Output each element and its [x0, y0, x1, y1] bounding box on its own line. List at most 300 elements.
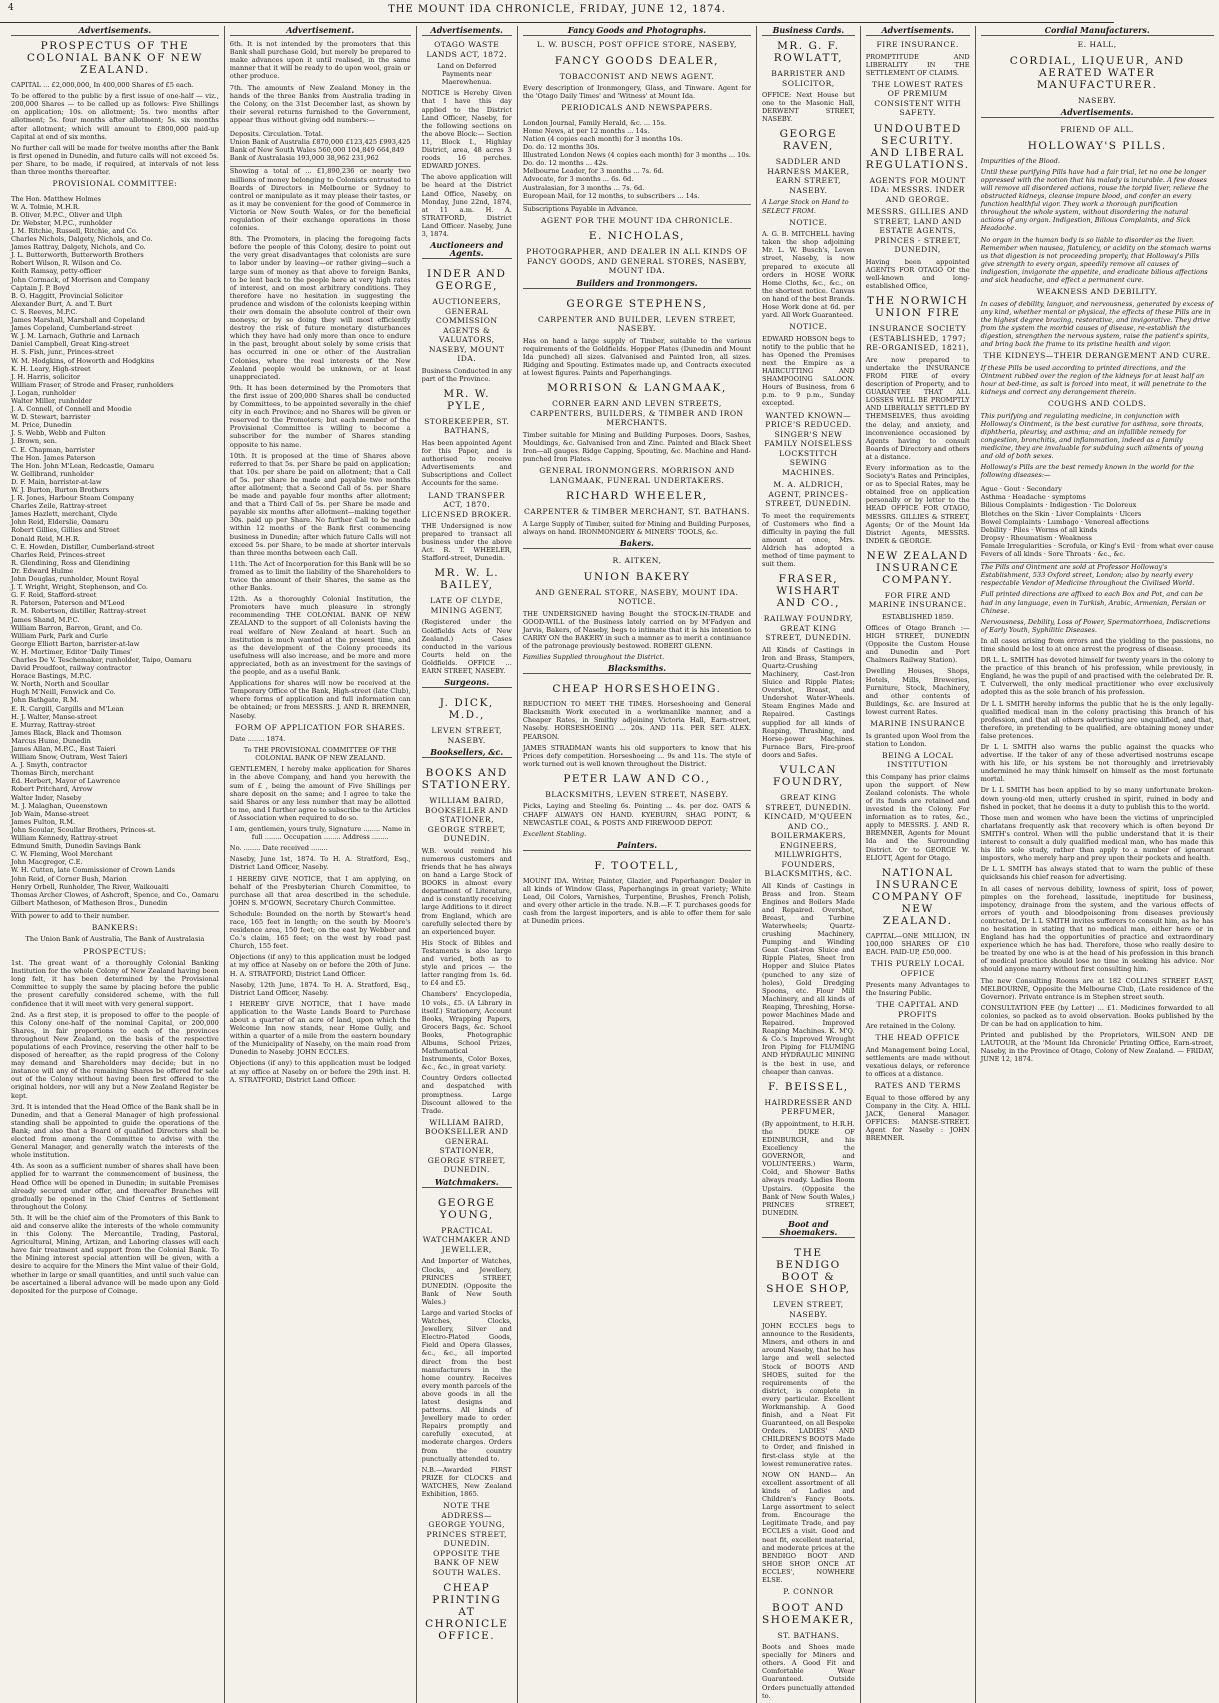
advertisement-text: THIS PURELY LOCAL OFFICE [871, 959, 965, 978]
advertisement-text: RAILWAY FOUNDRY, GREAT KING STREET, DUNEDIN. [763, 614, 853, 643]
list-item: European Mail, for 12 months, to subscribers ... 14s. [522, 191, 700, 200]
advertisement-text: SADDLER AND HARNESS MAKER, EARN STREET, NASEBY. [767, 157, 850, 195]
list-item: Female Irregularities · Scrofula, or King's Evil · from what ever cause [980, 541, 1214, 550]
list-item: Alexander Burt, A. and T. Burt [11, 299, 113, 308]
list-item: W. J. M. Larnach, Guthrie and Larnach [11, 332, 140, 341]
advertisement-text: NOTICE. [789, 217, 828, 227]
advertisement-text: Dr L L SMITH also warns the public against the quacks who advertise. If the taker of any of these advertised nostrums escape with his life, or his system be not thoroughly and irretrievably undermined he may think himself on himself as the most fortunate mortal. [980, 743, 1214, 784]
list-item: William Barron, Barron, Grant, and Co. [11, 623, 143, 632]
list-item: Dr. Edward Hulme [11, 566, 74, 575]
advertisement-text: N.B.—Awarded FIRST PRIZE for CLOCKS and WATCHES, New Zealand Exhibition, 1865. [421, 1465, 512, 1499]
list-item: M. Price, Dunedin [11, 421, 72, 430]
column-3 [417, 26, 518, 1703]
advertisement-text: BANKERS: [91, 922, 139, 932]
list-item: J. S. Webb, Webb and Fulton [11, 429, 106, 438]
list-item: William Snow, Outram, West Taieri [11, 753, 128, 762]
advertisement-text: INDER AND GEORGE, [427, 268, 507, 293]
advertisement-text: BOOT AND SHOEMAKER, [762, 1601, 855, 1626]
list-item: Charles De V. Teschemaker, runholder, Taipo, Oamaru [11, 655, 192, 664]
advertisement-text: GENERAL IRONMONGERS. MORRISON AND LANGMAAK, FUNERAL UNDERTAKERS. [539, 466, 735, 485]
advertisement-text: (By appointment, to H.R.H. the DUKE OF EDINBURGH, and his Excellency the GOVERNOR, and VOLUNTEERS.) Warm, Cold, and Shower Baths always ready. Ladies Room Upstairs. (Opposite the Bank of New South Wales,) PRINCES STREET, DUNEDIN. [762, 1119, 855, 1217]
list-item: James Rattray, Dalgety, Nichols, and Co. [11, 243, 146, 252]
newspaper-title: THE MOUNT IDA CHRONICLE, FRIDAY, JUNE 12, 1874. [388, 4, 726, 15]
advertisement-text: A Large Supply of Timber, suited for Mining and Building Purposes, always on hand. IRONMONGERY & MINERS' TOOLS, &c. [522, 519, 752, 536]
list-item: J. Brown, sen. [11, 437, 58, 446]
list-item: C. E. Chapman, barrister [11, 445, 95, 454]
section-heading: Builders and Ironmongers. [523, 279, 751, 289]
column-1 [6, 26, 225, 1703]
advertisement-text: E. NICHOLAS, [588, 230, 686, 243]
advertisement-text: AUCTIONEERS, GENERAL COMMISSION AGENTS & VALUATORS, NASEBY, MOUNT IDA. [428, 297, 505, 364]
advertisement-text: Every description of Ironmongery, Glass, and Tinware. Agent for the 'Otago Daily Times' and 'Witness' at Mount Ida. [522, 84, 752, 101]
advertisement-text: AGENT FOR THE MOUNT IDA CHRONICLE. [541, 215, 733, 225]
advertisement-text: The above application will be heard at the District Land Office, Naseby, on Monday, June 22nd, 1874, at 11 a.m. H. A. STRATFORD, District Land Officer. Naseby, June 3, 1874. [421, 173, 512, 238]
list-item: William Fraser, of Strode and Fraser, runholders [11, 380, 174, 389]
advertisement-text: WILLIAM BAIRD, BOOKSELLER AND GENERAL STATIONER, GEORGE STREET, DUNEDIN. [424, 1117, 509, 1175]
list-item: Job Wain, Manse-street [11, 809, 89, 818]
advertisement-text: NOTICE. [789, 322, 828, 332]
list-item: Captain J. P. Boyd [11, 283, 70, 292]
list-item: Robert Pritchard, Arrow [11, 785, 93, 794]
advertisement-text: THE HEAD OFFICE [875, 1033, 960, 1043]
section-heading: Booksellers, &c. [422, 748, 512, 758]
list-item: John Scoular, Scoullar Brothers, Princes-st. [11, 825, 156, 834]
section-heading: Blacksmiths. [523, 664, 751, 674]
advertisement-text: THE Undersigned is now prepared to transact all business under the above Act. R. T. WHEELER, Stafford-street, Dunedin. [421, 522, 512, 563]
advertisement-text: Every information as to the Society's Rates and Principles, or as to Special Rates, may be obtained free on application personally or by letter to the HEAD OFFICE FOR OTAGO, MESSRS. GILLIES & STREET, Agents; Or of the Mount Ida District Agents, MESSRS. INDER & GEORGE. [865, 463, 970, 545]
list-item: Fevers of all kinds · Sore Throats · &c., &c. [980, 550, 1126, 559]
advertisement-text: LAND TRANSFER ACT, 1870. LICENSED BROKER. [421, 490, 512, 519]
advertisement-text: 12th. As a thoroughly Colonial Institution, the Promoters have much pleasure in strongly recommending THE COLONIAL BANK OF NEW ZEALAND to the support of all Colonists having the real welfare of New Zealand at heart. Such an institution is much wanted at the present time, and as the development of the Colony proceeds its usefulness will also increase, and be more and more appreciated, both as an investment for the savings of the people, and as a useful Bank. [229, 595, 411, 677]
list-item: John Reid, Elderslie, Oamaru [11, 518, 109, 527]
advertisement-text: Picks, Laying and Steeling 6s. Pointing ... 4s. per doz. OATS & CHAFF ALWAYS ON HAND. KYEBURN, SHAG POINT, & NEWCASTLE COAL, & POSTS AND FIREWOOD DEPOT. [522, 802, 752, 827]
list-item: John Cormack, of Morrison and Company [11, 275, 150, 284]
advertisement-text: FANCY GOODS DEALER, [554, 54, 719, 67]
list-item: Horace Bastings, M.P.C. [11, 672, 92, 681]
advertisement-text: TOBACCONIST AND NEWS AGENT. [559, 71, 715, 81]
advertisement-text: JOHN ECCLES begs to announce to the Residents, Miners, and others in and around Naseby, that he has large and well selected Stock of BOOTS AND SHOES, suited for the requirements of the district, is complete in every particular. Excellent Workmanship. A Good finish, and a Neat Fit Guaranteed, on all Bespoke Orders. LADIES' AND CHILDREN'S BOOTS Made to Order, and finished in first-class style at the lowest remunerative rates. [762, 1322, 855, 1468]
advertisement-text: PROSPECTUS: [83, 946, 147, 956]
section-heading: Boot and Shoemakers. [762, 1220, 855, 1238]
advertisement-text: 8th. The Promoters, in placing the foregoing facts before the people of this Colony, desire to point out the very great disadvantages that colonists are sure to labor under by leaving—or rather giving—such a large sum of money as that above to foreign Banks, to be lent back to the people here at very high rates of interest, and on most arbitrary conditions. They therefore have no hesitation in suggesting the prudence and wisdom of the colonists keeping within their own domain the absolute control of their own moneys; or by so doing they will most efficiently destroy the risk of future monetary disturbances which they have had only more than once to endure in the past, brought about solely by some crisis that has occurred in one or other of the Australian Colonies, where the real interests of the New Zealand people would be unknown, or at least unappreciated. [229, 235, 411, 381]
list-item: Do. do. 12 months ... 42s. [522, 159, 609, 168]
list-item: Gilbert Matheson, of Matheson Bros., Dunedin [11, 898, 168, 907]
advertisement-text: DR L. L. SMITH has devoted himself for twenty years in the colony to the practice of this branch of his profession, while previously, in England, he was the pupil of and practised with the celebrated Dr. R. T. Culverwell, the only medical practitioner who ever exclusively adopted this as the sole branch of his profession. [980, 656, 1214, 697]
advertisement-text: The Union Bank of Australia, The Bank of Australasia [25, 935, 205, 944]
advertisement-text: All Kinds of Castings in Iron and Brass, Stampers, Quartz-Crushing Machinery, Cast-Iron Sluice and Ripple Plates; Overshot, Breast, and Undershot Water-Wheels. Steam Engines Made and Repaired. Castings supplied for all kinds of Reaping, Thrashing, and Horse-power Machines. Furnace Bars, Fire-proof doors and Safes. [762, 645, 855, 759]
advertisement-text: All Kinds of Castings in Brass and Iron. Steam Engines and Boilers Made and Repaired. Overshot, Breast, and Turbine Waterwheels; Quartz-crushing Machinery, Pumping and Winding Gear. Cast-iron Sluice and Ripple Plates, Sheet Iron Hopper and Sluice Plates (punched to any size of holes), Gold Dredging Spoons, etc. Flour Mill Machinery, and all kinds of Reaping, Threshing, Horse-power Machines Made and Repaired. Improved Reaping Machines. K. M'Q. & Co.'s Improved Wrought Iron Piping for FLUMING AND HYDRAULIC MINING is the best in use, and cheaper than canvas. [762, 881, 855, 1076]
advertisement-text: Dr L L SMITH hereby informs the public that he is the only legally-qualified medical man in the colony practising this branch of his profession, and that all others advertising are unqualified, and that, therefore, in pretending to be qualified, are obtaining money under false pretences. [980, 699, 1214, 740]
advertisement-text: WEAKNESS AND DEBILITY. [1036, 287, 1158, 297]
advertisement-text: In cases of debility, languor, and nervousness, generated by excess of any kind, whether mental or physical, the effects of these Pills are in the highest degree bracing, restorative, and invigorative. They drive from the system the morbid causes of disease, re-establish the digestion, strengthen the nervous system, raise the patient's spirits, and bring back the frame to its pristine health and vigor. [980, 299, 1214, 349]
advertisement-text: Printed and published by the Proprietors, WILSON AND DE LAUTOUR, at the 'Mount Ida Chronicle' Printing Office, Earn-street, Naseby, in the Province of Otago, Colony of New Zealand. — FRIDAY, JUNE 12, 1874. [980, 1031, 1214, 1064]
list-item: Melbourne Leader, for 3 months ... 7s. 6d. [522, 167, 664, 176]
list-item: J. Logan, runholder [11, 388, 76, 397]
list-item: Marcus Hume, Dunedin [11, 736, 91, 745]
advertisement-text: REDUCTION TO MEET THE TIMES. Horseshoeing and General Blacksmith Work executed in a workmanlike manner, and a Cheaper Rates, in Smithy adjoining Victoria Hall, Earn-street, Naseby. HORSESHOEING ... 20s. AND 11s. PER SET. ALEX. PEARSON. [522, 700, 752, 741]
list-item: Blotches on the Skin · Liver Complaints · Ulcers [980, 509, 1142, 518]
list-item: William Park, Park and Curle [11, 631, 109, 640]
column-7 [976, 26, 1219, 1703]
list-item: Charles Reid, Princes-street [11, 550, 106, 559]
advertisement-text: BOOKS AND STATIONERY. [421, 767, 512, 792]
column-heading: Advertisement. [230, 26, 411, 36]
list-item: J. A. Connell, of Connell and Moodie [11, 405, 132, 414]
list-item: Walter Inder, Naseby [11, 793, 82, 802]
listing [11, 192, 219, 912]
advertisement-text: MESSRS. GILLIES AND STREET, LAND AND ESTATE AGENTS, PRINCES - STREET, DUNEDIN, [866, 207, 969, 255]
column-6 [861, 26, 976, 1703]
advertisement-text: Excellent Stabling. [522, 829, 587, 838]
advertisement-text: THE CAPITAL AND PROFITS [876, 1000, 959, 1019]
advertisement-text: CHEAP PRINTING AT CHRONICLE OFFICE. [425, 1582, 509, 1643]
list-item: James Allan, M.P.C., East Taieri [11, 745, 116, 753]
section-heading: Surgeons. [422, 678, 512, 688]
list-item: John Bathgate, R.M. [11, 696, 79, 705]
advertisement-text: And Management being Local, settlements are made without vexatious delays, or reference to offices at a distance. [865, 1045, 970, 1079]
list-item: J. H. Harris, solicitor [11, 372, 81, 381]
list-item: J. M. Ritchie, Russell, Ritchie, and Co. [11, 227, 138, 235]
list-item: Bowel Complaints · Lumbago · Venereal affections [980, 517, 1149, 526]
advertisement-text: THE BENDIGO BOOT & SHOE SHOP, [766, 1247, 851, 1296]
list-item: James Black, Black and Thomson [11, 728, 122, 737]
column-heading: Business Cards. [762, 26, 855, 36]
advertisement-text: RATES AND TERMS [874, 1081, 961, 1091]
section-heading: Auctioneers and Agents. [422, 241, 512, 259]
advertisement-text: Dr L L SMITH has always stated that to warn the public of these quicksands his chief reason for advertising. [980, 865, 1214, 882]
column-heading: Cordial Manufacturers. [981, 26, 1214, 36]
advertisement-text: CONSULTATION FEE (by Letter) ... £1. Medicines forwarded to all colonies, so packed as to avoid observation. Books published by the Dr can be had on application to him. [980, 1003, 1214, 1028]
advertisement-text: MOUNT IDA. Writer, Painter, Glazier, and Paperhanger. Dealer in all kinds of Window Glass, Paperhangings in great variety; White Lead, Oil Colors, Varnishes, Turpentine, Brushes, French Polish, and every other article in the trade. N.B.—F. T. purchases goods for cash from the largest importers, and is able to offer them for sale at Dunedin prices. [522, 876, 752, 926]
advertisement-text: No. ........ Date received ........ [229, 844, 328, 853]
advertisement-text: 4th. As soon as a sufficient number of shares shall have been applied for to warrant the commencement of business, the Head Office will be opened in Dunedin; in suitable Premises already secured under offer, and thereafter Branches will gradually be opened in the Chief Centres of Settlement throughout the Colony. [11, 1162, 219, 1211]
column-heading: Fancy Goods and Photographs. [523, 26, 751, 36]
advertisement-text: MARINE INSURANCE [870, 719, 966, 729]
advertisement-text: FORM OF APPLICATION FOR SHARES. [235, 722, 406, 732]
advertisement-text: E. HALL, [1077, 40, 1117, 50]
advertisement-text: To meet the requirements of Customers who find a difficulty in paying the full amount at once, Mrs. Aldrich has adopted a method of time payment to suit them. [762, 511, 855, 569]
column-4 [518, 26, 757, 1703]
advertisement-text: 11th. The Act of Incorporation for this Bank will be so framed as to limit the liability of the Shareholders to twice the amount of their Shares, the same as the other Banks. [229, 559, 411, 593]
advertisement-text: THE UNDERSIGNED having Bought the STOCK-IN-TRADE and GOOD-WILL of the Business lately carried on by M'Fadyen and Jarvis, Bakers, of Naseby, begs to intimate that it is his intention to CARRY ON the BAKERY in such a manner as to merit a continuance of the patronage previously bestowed. ROBERT GLENN. [522, 609, 752, 650]
advertisement-text: This purifying and regulating medicine, in conjunction with Holloway's Ointment, is the best curative for asthma, sore throats, diphtheria, pleurisy, and asthma; and an infallible remedy for congestion, bronchitis, and inflammation, indeed as a family medicine, they are invaluable for subduing such ailments of young and old of both sexes. [980, 411, 1204, 460]
advertisement-text: STOREKEEPER, ST. BATHANS, [424, 416, 510, 436]
list-item: Ed. Herbert, Mayor of Lawrence [11, 777, 121, 786]
newspaper-columns [6, 25, 1214, 1700]
list-item: Home News, at per 12 months ... 14s. [522, 126, 650, 135]
list-item: Bank of New South Wales 560,000 104,849 664,849 [229, 146, 405, 155]
advertisement-text: Dr L L SMITH has been applied to by so many unfortunate broken-down young-old men, utterly crushed in spirit, ruined in body and fished in pocket, that he deems it a duty to publish this to the world. [980, 786, 1214, 811]
advertisement-text: NOW ON HAND— An excellent assortment of all kinds of Ladies and Children's Fancy Boots. Large assortment to select from. Encourage the Legitimate Trade, and pay ECCLES a visit. Good and neat fit, excellent material, and moderate prices at the BENDIGO BOOT AND SHOE SHOP. ONCE AT ECCLES', NOWHERE ELSE. [762, 1470, 855, 1584]
advertisement-text: MR. G. F. ROWLATT, [773, 40, 844, 65]
advertisement-text: Date ........ 1874. [229, 735, 286, 744]
advertisement-text: Are retained in the Colony. [865, 1022, 956, 1031]
list-item: Advocate, for 3 months ... 6s. 6d. [522, 175, 634, 184]
list-item: C. S. Reeves, M.P.C. [11, 307, 78, 316]
list-item: James Shand, M.P.C. [11, 615, 80, 624]
advertisement-text: OTAGO WASTE LANDS ACT, 1872. [426, 40, 508, 59]
advertisement-text: Land on Deferred Payments near Maerewhenua. [437, 62, 497, 87]
list-item: David Proudfoot, railway contractor [11, 664, 132, 673]
list-item: W. North, North and Scoullar [11, 680, 109, 689]
advertisement-text: NOTE THE ADDRESS— GEORGE YOUNG, PRINCES STREET, DUNEDIN. OPPOSITE THE BANK OF NEW SOUTH WALES. [426, 1501, 507, 1577]
list-item: Keith Ramsay, petty-officer [11, 267, 102, 276]
advertisement-text: With power to add to their number. [11, 911, 130, 920]
advertisement-text: Objections (if any) to this application must be lodged at my office at Naseby on or before the 20th of June. H. A. STRATFORD, District Land Officer. [229, 953, 411, 978]
advertisement-text: In all cases of nervous debility, lowness of spirit, loss of power, pimples on the forehead, lassitude, ineptitude for business, impotency, drainage from the system, and the various effects of errors of youth and bloodpoisoning from diseases previously contracted, Dr L L SMITH invites sufferers to consult him, as he has no hesitation in stating that no medical man, either here or in England has had the opportunities of practice and extraordinary experience which he has had. Therefore, those who really desire to be treated by one who is at the head of his profession in this branch of medical practice should lose no time in seeking his advice. Nor should anyone marry without first consulting him. [980, 884, 1214, 974]
advertisement-text: Holloway's Pills are the best remedy known in the world for the following diseases:— [980, 463, 1195, 480]
advertisement-text: To THE PROVISIONAL COMMITTEE OF THE COLONIAL BANK OF NEW ZEALAND. [243, 746, 397, 763]
advertisement-text: 2nd. As a first step, it is proposed to offer to the people of this Colony one-half of the nominal Capital, or 200,000 Shares, in fair proportions to each of the provinces throughout New Zealand, on the basis of the respective populations of each Province, reserving the other half to be disposed of hereafter, as the rapid progress of the Colony may demand and Shareholders may decide; but in no instance will any of the remaining Shares be offered for sale out of the Colony without having been first offered to the original holders, nor will any but a New Zealand Register be kept. [11, 1010, 219, 1100]
list-item: Robert Gillies, Gillies and Street [11, 526, 120, 535]
list-item: The Hon. James Paterson [11, 453, 96, 462]
list-item: W. H. Cutten, late Commissioner of Crown Lands [11, 866, 176, 875]
advertisement-text: 1st. The great want of a thoroughly Colonial Banking Institution for the whole Colony of New Zealand having been long felt, it has been determined by the Provisional Committee to supply the same by placing before the public the present carefully considered scheme, with the full confidence that it will meet with very general support. [11, 959, 219, 1008]
section-heading: Painters. [523, 841, 751, 851]
advertisement-text: FOR FIRE AND MARINE INSURANCE. [868, 590, 967, 610]
advertisement-text: R. AITKEN, [612, 556, 662, 566]
list-item: A. J. Smyth, contractor [11, 761, 87, 770]
advertisement-text: And Importer of Watches, Clocks, and Jewellery, PRINCES STREET, DUNEDIN. (Opposite the Bank of New South Wales.) [421, 1257, 512, 1306]
list-item: The Hon. John M'Lean, Redcastle, Oamaru [11, 461, 155, 470]
advertisement-text: Subscriptions Payable in Advance. [522, 204, 638, 213]
list-item: Asthma · Headache · symptoms [980, 493, 1086, 502]
advertisement-text: COUGHS AND COLDS. [1047, 399, 1147, 409]
list-item: Thomas Archer Clowes, of Ashcroft, Spence, and Co., Oamaru [11, 890, 219, 899]
section-heading: Watchmakers. [422, 1178, 512, 1188]
list-item: Robert Wilson, R. Wilson and Co. [11, 259, 122, 268]
list-item: William Kennedy, Rattray-street [11, 834, 118, 843]
advertisement-text: GEORGE RAVEN, [779, 128, 838, 153]
advertisement-text: Large and varied Stocks of Watches, Clocks, Jewellery, Silver and Electro-Plated Goods, Field and Opera Glasses, &c., &c., all imported direct from the best manufacturers in the home country. Receives every month parcels of the above goods in all the latest designs and patterns. All kinds of Jewellery made to order. Repairs promptly and carefully executed, at moderate charges. Orders from the country punctually attended to. [421, 1308, 512, 1463]
advertisement-text: NOTICE is Hereby Given that I have this day applied to the District Land Officer, Naseby, for the following sections on the above Block:— Section 11, Block I., Highlay District, area, 48 acres 3 roods 16 perches. EDWARD JONES. [421, 89, 512, 171]
list-item: Union Bank of Australia £870,000 £123,425 £993,425 [229, 138, 411, 147]
list-item: Ague · Gout · Secondary [980, 485, 1062, 494]
advertisement-text: To be offered to the public by a first issue of one-half — viz., 200,000 Shares — to be called up as follows: Five Shillings on application; 10s. on allotment; 5s. two months after allotment; 5s. four months after allotment; 5s. six months after allotment; which will amount to £800,000 paid-up Capital at end of six months. [11, 92, 219, 141]
section-heading: Advertisements. [981, 108, 1214, 118]
advertisement-text: WANTED KNOWN— PRICE'S REDUCED. SINGER'S NEW FAMILY NOISELESS LOCKSTITCH SEWING MACHINES. [764, 410, 853, 477]
advertisement-text: FRASER, WISHART AND CO., [776, 573, 841, 610]
listing [523, 116, 751, 205]
advertisement-text: Business Conducted in any part of the Province. [421, 366, 512, 383]
advertisement-text: MR. W. PYLE, [443, 387, 491, 412]
list-item: H. J. Walter, Manse-street [11, 712, 97, 721]
list-item: Nation (4 copies each month) for 3 months 10s. [522, 134, 683, 143]
advertisement-text: Has been appointed Agent for this Paper, and is authorised to receive Advertisements and Subscriptions and Collect Accounts for the same. [421, 438, 512, 488]
advertisement-text: Chambers' Encyclopedia, 10 vols., £5. (A Library in itself.) Stationery, Account Books, Wrapping Papers, Grocers Bags, &c. School Books, Photographic Albums, School Prizes, Mathematical Instruments, Color Boxes, &c., &c., in great variety. [421, 990, 512, 1072]
advertisement-text: GEORGE STEPHENS, [566, 297, 708, 310]
list-item: Debility · Piles · Worms of all kinds [980, 525, 1098, 534]
advertisement-text: 7th. The amounts of New Zealand Money in the hands of the three Banks from Australia trading in the Colony, on the 31st December last, as shown by their several returns furnished to the Government, appear thus without giving odd numbers:— [229, 83, 411, 124]
list-item: J. L. Butterworth, Butterworth Brothers [11, 251, 144, 260]
advertisement-text: THE KIDNEYS—THEIR DERANGEMENT AND CURE. [983, 351, 1211, 361]
advertisement-text: Full printed directions are affixed to each Box and Pot, and can be had in any language, even in Turkish, Arabic, Armenian, Persian or Chinese. [980, 590, 1206, 615]
advertisement-text: Those men and women who have been the victims of unprincipled charlatans frequently ask that recovery which is often beyond Dr SMITH's control. When will the public understand that it is their interest to consult a duly qualified medical man, who has made this his life sole study, rather than apply to a number of ignorant impostors, who merely harp and prey upon their pockets and health. [980, 813, 1214, 863]
advertisement-text: PETER LAW AND CO., [563, 772, 711, 785]
advertisement-text: CORDIAL, LIQUEUR, AND AERATED WATER MANUFACTURER. [1009, 54, 1185, 91]
advertisement-text: The new Consulting Rooms are at 182 COLLINS STREET EAST, MELBOURNE, Opposite the Melbourne Club, (Late residence of the Governor). Private entrance is in Stephen street south. [980, 976, 1214, 1001]
advertisement-text: Country Orders collected and despatched with promptness. Large Discount allowed to the Trade. [421, 1074, 512, 1115]
list-item: W. A. Tolmie, M.H.R. [11, 202, 80, 211]
advertisement-text: LEVEN STREET, NASEBY. [431, 726, 503, 745]
list-item: George Elliott Barton, barrister-at-law [11, 639, 140, 648]
advertisement-text: I HEREBY GIVE NOTICE, that I have made application to the Waste Lands Board to Purchase about a quarter of an acre of land, upon which the Welcome Inn now stands, near Home Gully, and within a quarter of a mile from the eastern boundary of the Municipality of Naseby, on the main road from Dunedin to Naseby. JOHN ECCLES. [229, 999, 411, 1057]
list-item: Charles Nichols, Dalgety, Nichols, and Co. [11, 235, 153, 244]
advertisement-text: No organ in the human body is so liable to disorder as the liver. Remember when nausea, flatulency, or acidity on the stomach warns us that digestion is not proceeding properly, that Holloway's Pills give strength to every organ, speedily remove all causes of indigestion, invigorate the appetite, and eradicate bilious affections and sick headache, and effect a permanent cure. [980, 235, 1211, 284]
advertisement-text: PHOTOGRAPHER, AND DEALER IN ALL KINDS OF FANCY GOODS, AND GENERAL STORES, NASEBY, MOUNT IDA. [526, 247, 748, 276]
advertisement-text: NATIONAL INSURANCE COMPANY OF NEW ZEALAND. [871, 866, 964, 927]
list-item: Dr. Webster, M.P.C., runholder [11, 218, 113, 227]
page-number: 4 [8, 3, 14, 13]
advertisement-text: RICHARD WHEELER, [566, 490, 708, 503]
advertisement-text: The Pills and Ointment are sold at Professor Holloway's Establishment, 533 Oxford street, London; also by nearly every respectable Vendor of Medicine throughout the Civilised World. [980, 563, 1195, 588]
advertisement-text: CAPITAL—ONE MILLION, IN 100,000 SHARES OF £10 EACH. PAID-UP, £50,000. [865, 931, 970, 956]
list-item: James Hazlett, merchant, Clyde [11, 510, 118, 519]
advertisement-text: Presents many Advantages to the Insuring Public. [865, 981, 970, 998]
advertisement-text: (Registered under the Goldfields Acts of New Zealand.) Cases conducted in the various Courts held on the Goldfields. OFFICE ... EARN STREET, NASEBY. [421, 618, 512, 676]
advertisement-text: ST. BATHANS. [777, 1630, 840, 1640]
advertisement-text: M. A. ALDRICH, AGENT, PRINCES-STREET, DUNEDIN. [765, 480, 852, 509]
list-item: W. H. Mortimer, Editor 'Daily Times' [11, 647, 133, 656]
advertisement-text: HAIRDRESSER AND PERFUMER, [764, 1097, 853, 1117]
list-item: B. Oliver, M.P.C., Oliver and Ulph [11, 210, 123, 219]
list-item: W. M. Hodgkins, of Howorth and Hodgkins [11, 356, 155, 365]
advertisement-text: L. W. BUSCH, POST OFFICE STORE, NASEBY, [536, 40, 737, 50]
advertisement-text: Having been appointed AGENTS FOR OTAGO Of the well-known and long-established Office, [865, 257, 970, 291]
advertisement-text: this Company has prior claims upon the support of New Zealand colonists. The whole of its funds are retained and invested in the Colony. For information as to rates, &c., apply to MESSRS. J. AND R. BREMNER, Agents for Mount Ida and the Surrounding District. Or to GEORGE W. ELIOTT, Agent for Otago. [865, 772, 970, 862]
advertisement-text: OFFICE: Next House but one to the Masonic Hall, DERWENT STREET, NASEBY. [762, 91, 855, 124]
advertisement-text: BARRISTER AND SOLICITOR, [771, 69, 846, 88]
advertisement-text: CARPENTER & TIMBER MERCHANT, ST. BATHANS. [523, 507, 750, 517]
list-item: Deposits. Circulation. Total. [229, 130, 323, 139]
advertisement-text: Objections (if any) to this application must be lodged at my office at Naseby on or before the 29th inst. H. A. STRATFORD, District Land Officer. [229, 1059, 411, 1084]
advertisement-text: Impurities of the Blood. [980, 156, 1060, 165]
column-heading: Advertisements. [422, 26, 512, 36]
advertisement-text: CHEAP HORSESHOEING. [552, 683, 722, 696]
list-item: R. Glendining, Ross and Glendining [11, 558, 130, 567]
list-item: Bank of Australasia 193,000 38,962 231,962 [229, 154, 379, 163]
advertisement-text: BLACKSMITHS, LEVEN STREET, NASEBY. [545, 789, 729, 799]
advertisement-text: INSURANCE SOCIETY (ESTABLISHED, 1797; RE-ORGANISED, 1821), [866, 324, 970, 353]
listing [230, 127, 411, 167]
list-item: R. Paterson, Paterson and M'Leod [11, 599, 125, 608]
list-item: H. S. Fish, junr., Princes-street [11, 348, 114, 357]
column-heading: Advertisements. [866, 26, 970, 36]
list-item: John Reid, of Corner Bush, Marion [11, 874, 127, 883]
list-item: J. T. Wright, Wright, Stephenson, and Co. [11, 583, 149, 592]
section-heading: Bakers. [523, 539, 751, 549]
advertisement-text: FIRE INSURANCE. [876, 40, 959, 50]
advertisement-text: CORNER EARN AND LEVEN STREETS, CARPENTERS, BUILDERS, & TIMBER AND IRON MERCHANTS. [530, 399, 744, 428]
advertisement-text: PROMPTITUDE AND LIBERALITY IN THE SETTLEMENT OF CLAIMS. [865, 52, 970, 77]
advertisement-text: His Stock of Bibles and Testaments is also large and varied, both as to style and prices — the latter ranging from 1s. 6d. to £4 and £5. [421, 938, 512, 988]
advertisement-text: Offices of Otago Branch :— HIGH STREET, DUNEDIN (Opposite the Custom House and Dunedin and Port Chalmers Railway Station). [865, 624, 970, 665]
advertisement-text: A Large Stock on Hand to SELECT FROM. [762, 198, 849, 215]
advertisement-text: PRACTICAL WATCHMAKER AND JEWELLER, [422, 1225, 511, 1254]
list-item: K. H. Leary, High-street [11, 364, 91, 373]
advertisement-text: Families Supplied throughout the District. [522, 653, 665, 661]
advertisement-text: A. G. B. MITCHELL having taken the shop adjoining Mr. L. W. Busch's, Leven street, Naseby, is now prepared to execute all orders in HOSE WORK Home Cloths, &c., &c., on the shortest notice. Canvas on hand of the best Brands. Hose Work done at 6d. per yard. All Work Guaranteed. [762, 230, 855, 320]
advertisement-text: I am, gentlemen, yours truly, Signature ........ Name in full ........ Occupation ........ Address ........ [229, 825, 411, 842]
list-item: Dropsy · Rheumatism · Weakness [980, 533, 1092, 542]
advertisement-text: NEW ZEALAND INSURANCE COMPANY. [866, 549, 969, 586]
advertisement-text: WILLIAM BAIRD, BOOKSELLER AND STATIONER, GEORGE STREET, DUNEDIN. [424, 796, 509, 844]
advertisement-text: MR. W. L. BAILEY, [434, 567, 500, 592]
advertisement-text: JAMES STRADMAN wants his old supporters to know that his Prices defy competition. Horseshoeing ... 9s and 11s. The style of work turned out is well known throughout the District. [522, 743, 752, 768]
advertisement-text: AND GENERAL STORE, NASEBY, MOUNT IDA. NOTICE. [535, 587, 739, 607]
advertisement-text: 10th. It is proposed at the time of Shares above referred to that 5s. per Share be paid on application; that 10s. per share be paid on allotment; that a Call of 5s. per share be made and payable two months after allotment; that a Second Call of 5s. per Share be made and payable four months after allotment; and that a Third Call of 5s. per Share be made and payable six months after allotment—making together 30s. paid up per Share. No further Call to be made within 12 months of the Bank first commencing business in Dunedin; after which future Calls will not exceed 5s. per Share, to be made at shorter intervals than three months between each Call. [229, 451, 411, 557]
advertisement-text: CAPITAL ... £2,000,000, In 400,000 Shares of £5 each. [11, 81, 194, 90]
advertisement-text: LEVEN STREET, NASEBY. [773, 1300, 844, 1319]
list-item: Illustrated London News (4 copies each month) for 3 months ... 10s. [522, 151, 752, 160]
list-item: John Douglas, runholder, Mount Royal [11, 575, 139, 584]
list-item: London Journal, Family Herald, &c. ... 15s. [522, 118, 667, 127]
list-item: E. R. Cargill, Cargills and M'Lean [11, 704, 124, 713]
advertisement-text: If these Pills be used according to printed directions, and the Ointment rubbed over the region of the kidneys for at least half an hour at bed-time, as salt is forced into meat, it will penetrate to the kidneys and correct any derangement therein. [980, 363, 1207, 396]
list-item: W. D. Stewart, barrister [11, 413, 91, 422]
list-item: Donald Reid, M.H.R. [11, 534, 81, 543]
advertisement-text: PROSPECTUS OF THE COLONIAL BANK OF NEW ZEALAND. [26, 40, 203, 77]
advertisement-text: GREAT KING STREET, DUNEDIN. KINCAID, M'QUEEN AND CO., BOILERMAKERS, ENGINEERS, MILLWRIGHTS, FOUNDERS, BLACKSMITHS, &C. [764, 793, 853, 878]
list-item: James Marshall, Marshall and Copeland [11, 316, 145, 325]
listing [981, 482, 1214, 563]
list-item: J. R. Jones, Harbour Steam Company [11, 494, 135, 503]
advertisement-text: Naseby, 12th June, 1874. To H. A. Stratford, Esq., District Land Officer, Naseby. [229, 980, 411, 997]
list-item: R. M. Robertson, distiller, Rattray-street [11, 607, 146, 616]
advertisement-text: THE LOWEST RATES OF PREMIUM CONSISTENT WITH SAFETY. [871, 79, 964, 118]
list-item: Henry Orbell, Runholder, The River, Waikouaiti [11, 882, 169, 891]
advertisement-text: I HEREBY GIVE NOTICE, that I am applying, on behalf of the Presbyterian Church Committee, to purchase all that area described in the schedule. JOHN S. M'GOWN, Secretary Church Committee. [229, 874, 411, 907]
list-item: Bilious Complaints · Indigestion · Tic Doloreux [980, 501, 1137, 510]
list-item: Thomas Birch, merchant [11, 769, 94, 778]
advertisement-text: HOLLOWAY'S PILLS. [1027, 139, 1167, 152]
advertisement-text: AGENTS FOR MOUNT IDA: MESSRS. INDER AND GEORGE. [869, 175, 966, 204]
advertisement-text: Has on hand a large supply of Timber, suitable to the various requirements of the Goldfields. Hopper Plates (Dunedin and Mount Ida punched) all sizes. Galvanised and Painted Iron, all sizes. Ridging and Spouting. Estimates made up, and Contracts executed at lowest figures. Paints and Paperhangings. [522, 336, 752, 378]
advertisement-text: BEING A LOCAL INSTITUTION [882, 750, 954, 770]
list-item: Charles Zeile, Rattray-street [11, 502, 107, 511]
advertisement-text: J. DICK, M.D., [439, 697, 494, 722]
list-item: W. J. Burton, Burton Brothers [11, 486, 109, 494]
advertisement-text: No further call will be made for twelve months after the Bank is first opened in Dunedin, and future calls will not exceed 5s. per Share, to be made, if required, at intervals of not less than three months thereafter. [11, 143, 219, 177]
advertisement-text: VULCAN FOUNDRY, [772, 764, 844, 788]
advertisement-text: Dwelling Houses, Shops, Hotels, Mills, Breweries, Furniture, Stock, Machinery, and other contents of Buildings, &c. are Insured at lowest current Rates. [865, 667, 970, 716]
advertisement-text: UNION BAKERY [583, 570, 691, 583]
advertisement-text: THE NORWICH UNION FIRE [867, 295, 969, 320]
advertisement-text: F. BEISSEL, [768, 1080, 849, 1093]
list-item: B. O. Haggitt, Provincial Solicitor [11, 291, 123, 300]
advertisement-text: FRIEND OF ALL. [1060, 125, 1134, 135]
advertisement-text: W.B. would remind his numerous customers and friends that he has always on hand a Large Stock of BOOKS in almost every department of Literature, and is constantly receiving large Additions to it direct from England, which are carefully selected there by an experienced buyer. [421, 846, 512, 936]
advertisement-text: Naseby, June 1st, 1874. To H. A. Stratford, Esq., District Land Officer, Naseby. [229, 855, 411, 872]
advertisement-text: F. TOOTELL, [594, 859, 680, 872]
list-item: C. E. Howden, Distiller, Cumberland-street [11, 542, 155, 551]
list-item: Hugh M'Neill, Fenwick and Co. [11, 688, 116, 697]
list-item: G. F. Reid, Stafford-street [11, 591, 97, 600]
advertisement-text: P. CONNOR [783, 1587, 834, 1597]
advertisement-text: PROVISIONAL COMMITTEE: [52, 179, 178, 189]
advertisement-text: Nervousness, Debility, Loss of Power, Spermatorrhoea, Indiscretions of Early Youth, Syphilitic Diseases. [980, 617, 1211, 634]
list-item: Walter Miller, runholder [11, 396, 92, 405]
column-2 [225, 26, 417, 1703]
advertisement-text: Schedule: Bounded on the north by Stewart's head race, 165 feet in length; on the south by Moore's residence area, 150 feet; on the east by Webber and Co.'s claim, 165 feet; on the west by road past Church, 155 feet. [229, 909, 411, 951]
advertisement-text: PERIODICALS AND NEWSPAPERS. [561, 103, 713, 113]
list-item: M. J. Malaghan, Queenstown [11, 801, 108, 810]
list-item: The Hon. Matthew Holmes [11, 194, 102, 203]
advertisement-text: 3rd. It is intended that the Head Office of the Bank shall be in Dunedin, and that a General Manager of high professional standing shall be appointed to guide the operations of the Bank; and also that a Board of qualified Directors shall be elected from among the Committee to advise with the General Manager, and generally watch the interests of the whole institution. [11, 1102, 219, 1160]
advertisement-text: In all cases arising from errors and the yielding to the passions, no time should be lost to at once arrest the progress of disease. [980, 636, 1214, 653]
advertisement-text: Boots and Shoes made specially for Miners and others. A Good Fit and Comfortable Wear Guaranteed. Outside Orders punctually attended to. [762, 1643, 855, 1700]
advertisement-text: LATE OF CLYDE, MINING AGENT, [429, 596, 504, 615]
